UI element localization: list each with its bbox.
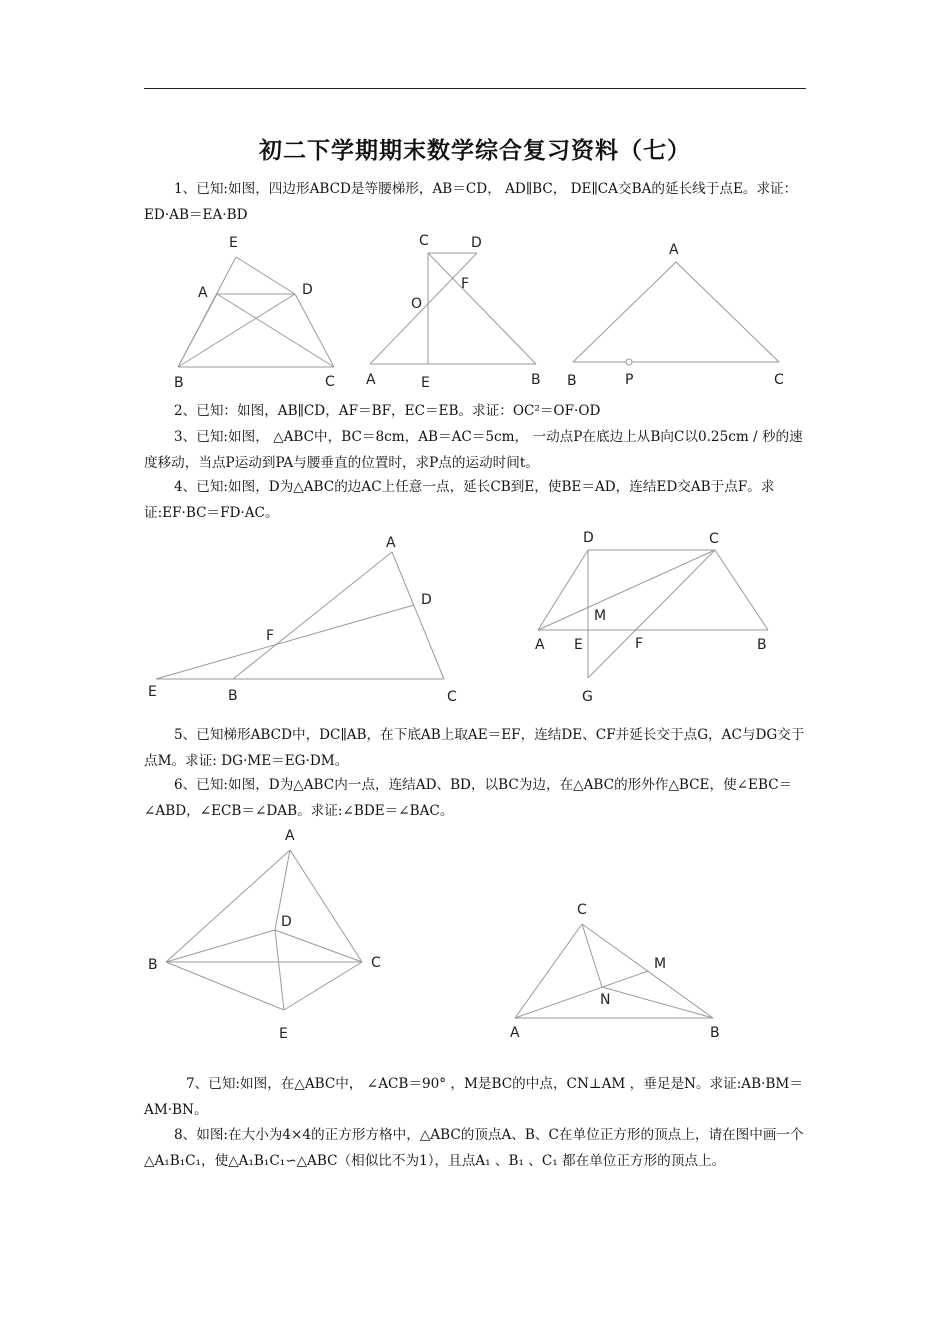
- fig3-label-b: B: [567, 373, 577, 389]
- problem-1: 1、已知:如图，四边形ABCD是等腰梯形，AB＝CD， AD∥BC， DE∥CA交BA的延长线于点E。求证：ED·AB＝EA·BD: [144, 181, 798, 223]
- fig4-label-c: C: [447, 689, 457, 705]
- fig4-label-d: D: [421, 592, 432, 608]
- fig6-label-a: A: [285, 828, 295, 844]
- problem-8: 8、如图:在大小为4×4的正方形方格中，△ABC的顶点A、B、C在单位正方形的顶点上，请在图中画一个△A₁B₁C₁，使△A₁B₁C₁∽△ABC（相似比不为1），且点A₁ 、B₁ 、C₁ 都在单位正方形的顶点上。: [144, 1127, 804, 1169]
- figure-2: [366, 233, 541, 391]
- fig2-label-e: E: [421, 375, 430, 391]
- problem-6: 6、已知:如图，D为△ABC内一点，连结AD、BD，以BC为边，在△ABC的形外作△BCE，使∠EBC＝∠ABD，∠ECB＝∠DAB。求证:∠BDE＝∠BAC。: [144, 777, 793, 819]
- fig1-label-a: A: [198, 285, 208, 301]
- figure-6: [148, 828, 381, 1042]
- problem-3: 3、已知:如图， △ABC中，BC＝8cm，AB＝AC＝5cm， 一动点P在底边上从B向C以0.25cm / 秒的速度移动，当点P运动到PA与腰垂直的位置时，求P点的运动时间t。: [144, 429, 803, 471]
- problem-7: 7、已知:如图，在△ABC中， ∠ACB＝90° ，M是BC的中点，CN⊥AM ，垂足是N。求证:AB·BM＝AM·BN。: [144, 1076, 803, 1118]
- fig4-label-b: B: [228, 688, 238, 704]
- fig2-label-o: O: [411, 296, 423, 312]
- fig4-label-f: F: [266, 628, 275, 644]
- fig2-label-a: A: [366, 372, 376, 388]
- fig3-point-p: [626, 359, 632, 365]
- fig2-label-f: F: [461, 276, 470, 292]
- fig3-label-a: A: [669, 242, 679, 258]
- fig5-label-f: F: [635, 636, 644, 652]
- fig7-label-n: N: [600, 992, 611, 1008]
- fig5-label-c: C: [709, 531, 719, 547]
- fig5-label-d: D: [583, 530, 594, 546]
- fig6-label-b: B: [148, 957, 158, 973]
- fig1-label-c: C: [325, 374, 335, 390]
- fig5-label-g: G: [582, 689, 593, 705]
- problem-4: 4、已知:如图，D为△ABC的边AC上任意一点，延长CB到E，使BE＝AD，连结ED交AB于点F。求证:EF·BC＝FD·AC。: [144, 479, 775, 521]
- fig6-label-e: E: [279, 1026, 288, 1042]
- fig4-label-e: E: [148, 684, 157, 700]
- fig6-label-d: D: [281, 914, 292, 930]
- figure-5: [535, 530, 768, 705]
- fig6-label-c: C: [371, 955, 381, 971]
- fig3-label-c: C: [774, 372, 784, 388]
- figure-3: [567, 242, 784, 389]
- fig7-label-b: B: [710, 1025, 720, 1041]
- problem-2: 2、已知：如图，AB∥CD，AF＝BF，EC＝EB。求证：OC²＝OF·OD: [174, 403, 601, 419]
- fig2-label-b: B: [531, 372, 541, 388]
- figure-4: [148, 535, 457, 705]
- fig4-label-a: A: [386, 535, 396, 551]
- fig5-label-b: B: [757, 637, 767, 653]
- page-title: 初二下学期期末数学综合复习资料（七）: [259, 138, 691, 164]
- fig2-label-c: C: [419, 233, 429, 249]
- fig5-label-e: E: [574, 637, 583, 653]
- figure-7: [510, 902, 720, 1041]
- figure-1: [174, 235, 335, 391]
- fig5-label-m: M: [594, 608, 607, 624]
- fig7-label-c: C: [577, 902, 587, 918]
- fig1-label-d: D: [302, 282, 313, 298]
- fig3-label-p: P: [625, 372, 634, 388]
- fig1-label-e: E: [229, 235, 238, 251]
- fig7-label-a: A: [510, 1025, 520, 1041]
- fig2-label-d: D: [471, 235, 482, 251]
- problem-5: 5、已知梯形ABCD中，DC∥AB，在下底AB上取AE＝EF，连结DE、CF并延长交于点G，AC与DG交于点M。求证: DG·ME＝EG·DM。: [144, 727, 805, 769]
- fig5-label-a: A: [535, 637, 545, 653]
- fig1-label-b: B: [174, 375, 184, 391]
- fig7-label-m: M: [654, 956, 667, 972]
